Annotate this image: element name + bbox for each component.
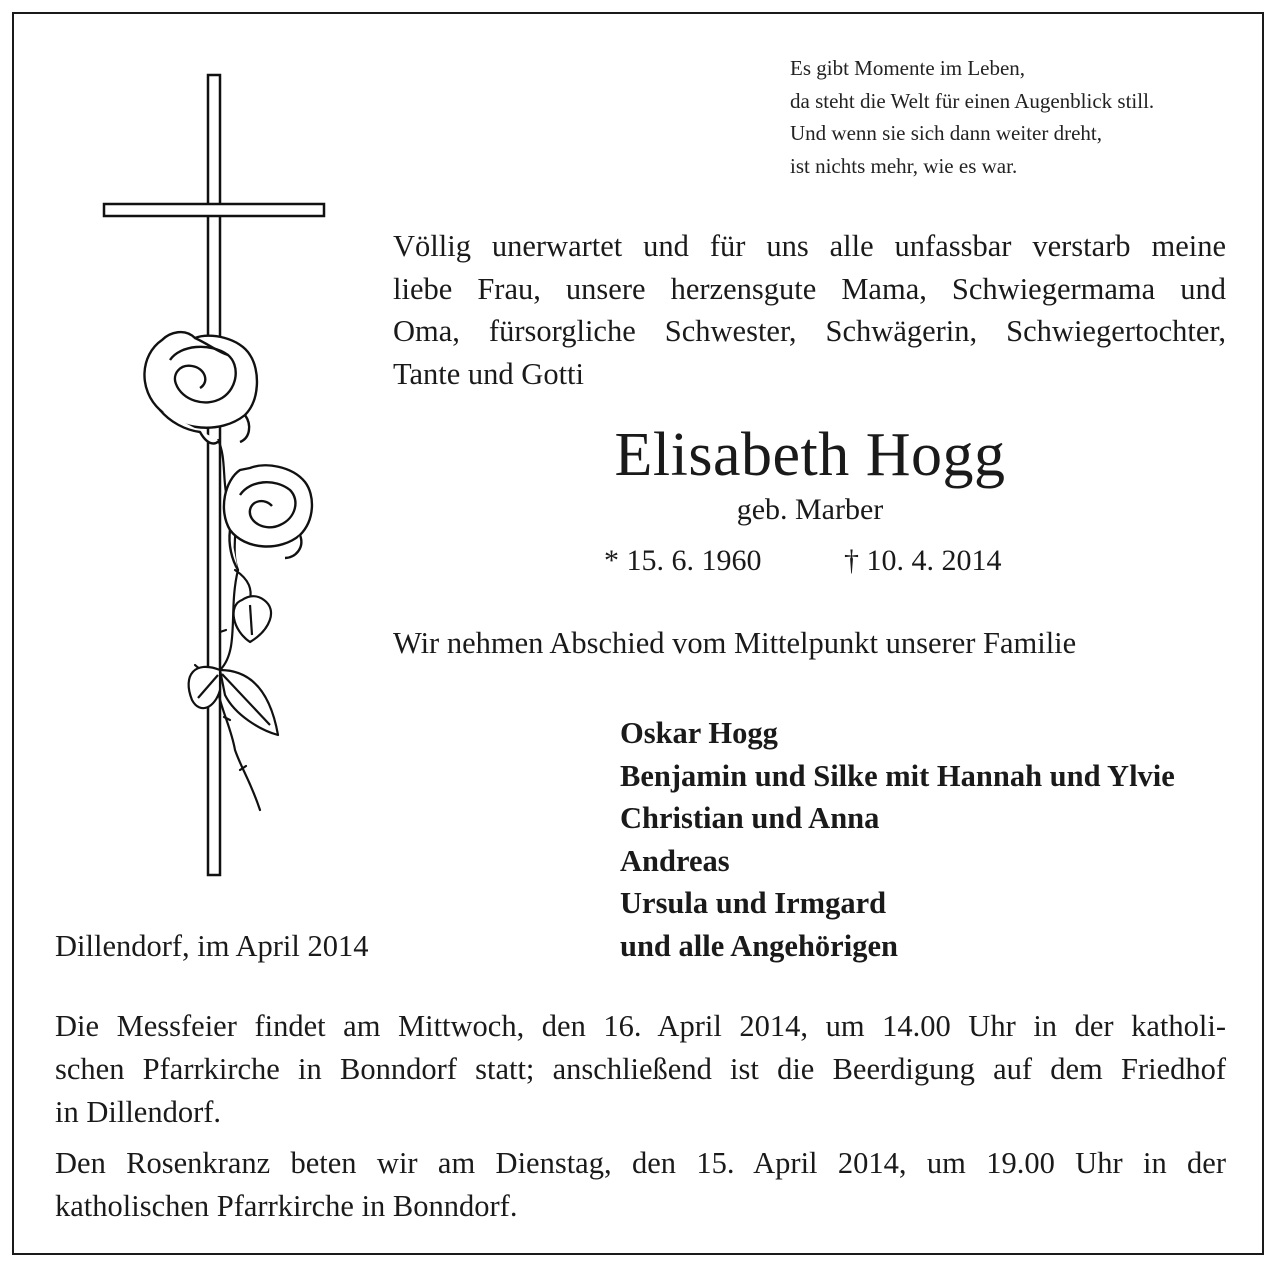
cross-vertical-beam: [208, 75, 220, 875]
motto-line: Und wenn sie sich dann weiter dreht,: [790, 121, 1102, 145]
motto-line: ist nichts mehr, wie es war.: [790, 153, 1018, 178]
place-and-date: Dillendorf, im April 2014: [55, 929, 369, 963]
mourner-name: und alle Angehörigen: [620, 928, 898, 963]
deceased-name: Elisabeth Hogg: [614, 421, 1006, 489]
motto-line: Es gibt Momente im Leben,: [790, 56, 1026, 80]
mourner-name: Andreas: [620, 843, 730, 878]
birth-date: * 15. 6. 1960: [604, 544, 762, 577]
service-details: [55, 1005, 1226, 1228]
mass-line: Die Messfeier findet am Mittwoch, den 16. April 2014, um 14.00 Uhr in der katholi-: [55, 1009, 1226, 1043]
rose-leaves: [189, 667, 278, 735]
announcement-line: Völlig unerwartet und für uns alle unfassbar verstarb meine: [393, 229, 1226, 263]
rosary-line: katholischen Pfarrkirche in Bonndorf.: [55, 1189, 518, 1223]
announcement-line: liebe Frau, unsere herzensgute Mama, Schwiegermama und: [393, 271, 1226, 306]
mourner-name: Ursula und Irmgard: [620, 886, 887, 921]
announcement-line: Tante und Gotti: [393, 356, 584, 391]
cross-horizontal-beam: [104, 204, 324, 216]
mass-line: schen Pfarrkirche in Bonndorf statt; anschließend ist die Beerdigung auf dem Friedhof: [55, 1052, 1226, 1086]
birth-name: geb. Marber: [736, 493, 884, 526]
motto-verse: [790, 52, 1260, 182]
mass-line: in Dillendorf.: [55, 1095, 222, 1129]
death-date: † 10. 4. 2014: [844, 544, 1002, 577]
motto-line: da steht die Welt für einen Augenblick still.: [790, 88, 1155, 113]
thorn: [224, 717, 230, 720]
mass-paragraph: [55, 1005, 1226, 1134]
rosary-paragraph: [55, 1142, 1226, 1228]
lower-rose: [224, 465, 312, 570]
rosary-line: Den Rosenkranz beten wir am Dienstag, den 15. April 2014, um 19.00 Uhr in der: [55, 1146, 1226, 1180]
mourner-name: Christian und Anna: [620, 801, 880, 836]
rose-leaf: [234, 596, 271, 642]
mourners-list: [620, 712, 1240, 968]
mourner-name: Oskar Hogg: [620, 716, 778, 750]
upper-rose: [144, 332, 257, 443]
announcement-text: [393, 225, 1226, 395]
cross-with-roses-icon: [100, 70, 330, 880]
announcement-line: Oma, fürsorgliche Schwester, Schwägerin, Schwiegertochter,: [393, 314, 1226, 348]
mourner-name: Benjamin und Silke mit Hannah und Ylvie: [620, 758, 1175, 793]
farewell-text: Wir nehmen Abschied vom Mittelpunkt unserer Familie: [393, 626, 1077, 660]
